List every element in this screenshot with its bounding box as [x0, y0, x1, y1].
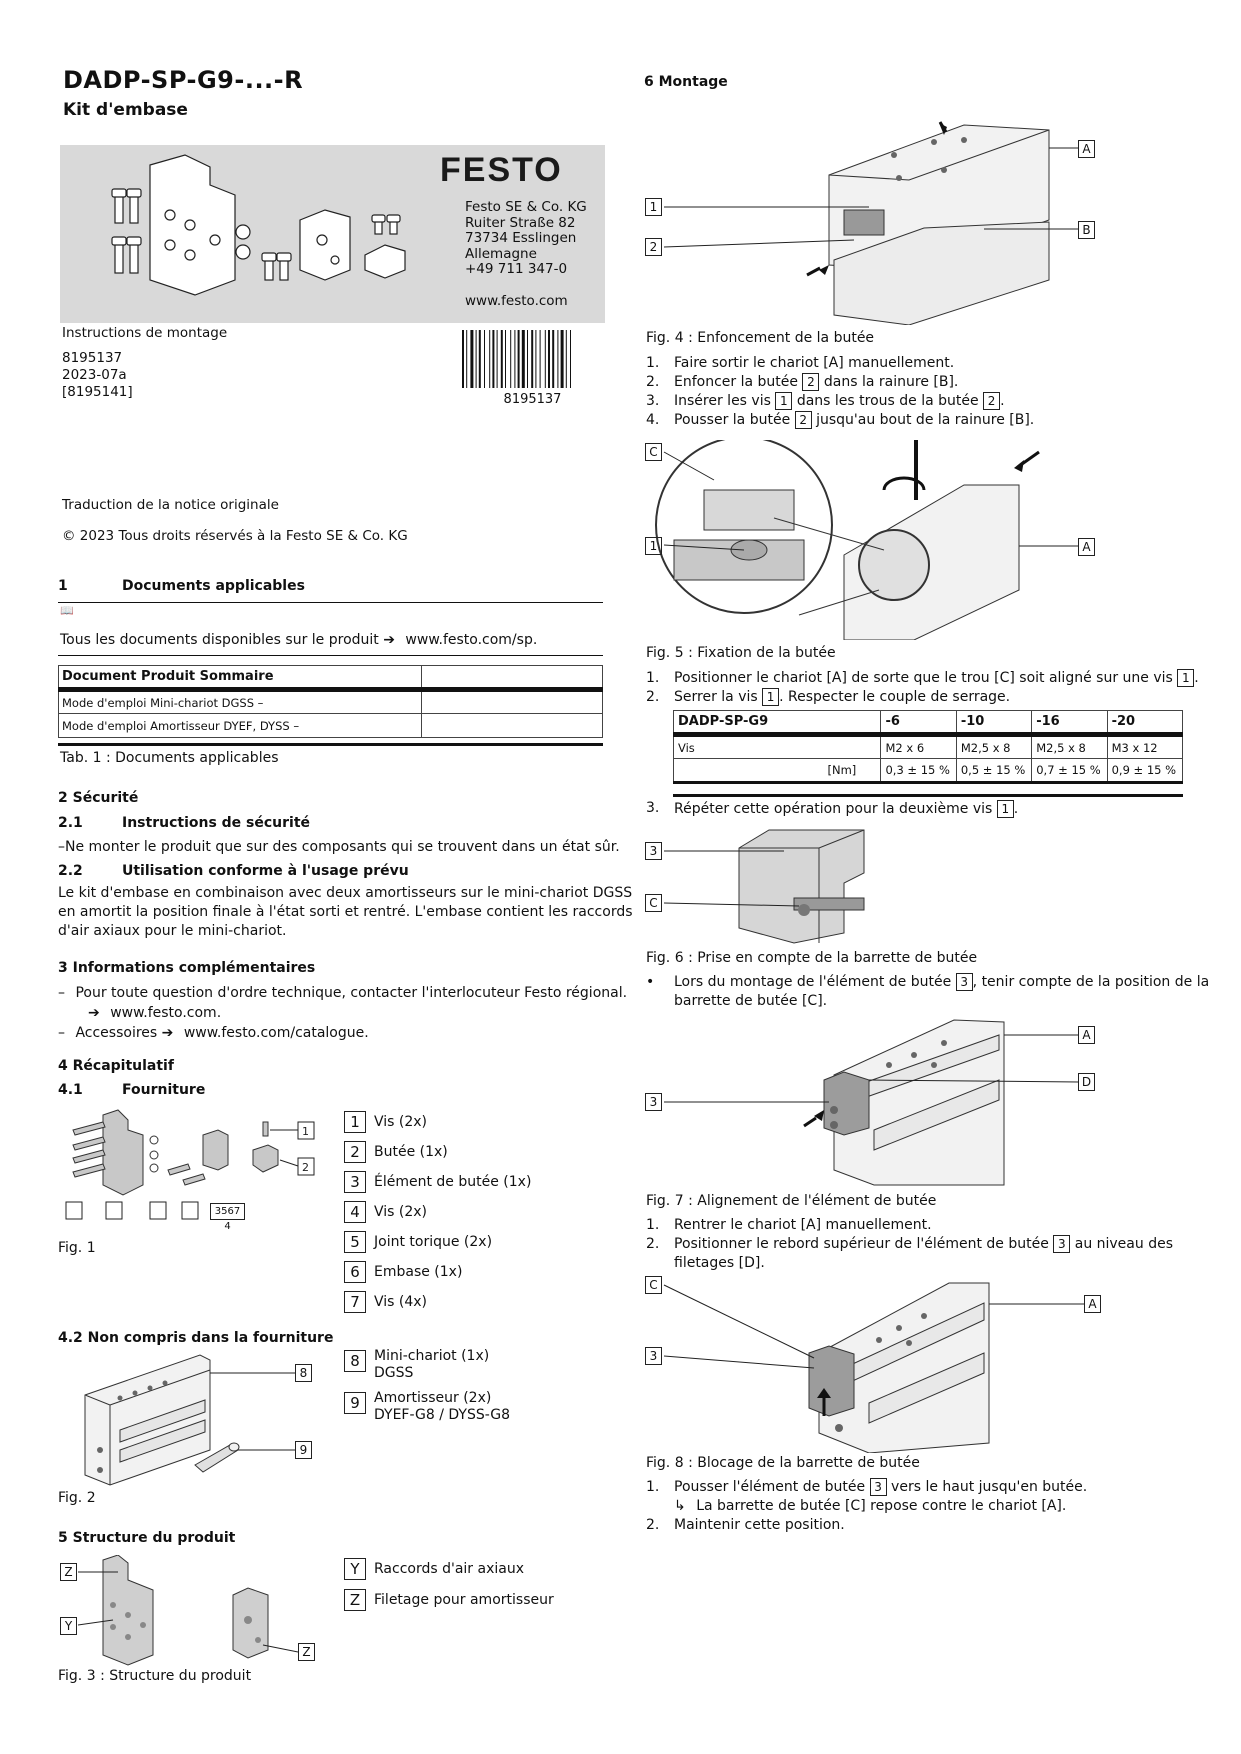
step-number: 1. — [646, 1217, 660, 1233]
callout-a: A — [1078, 538, 1095, 556]
step-number: 2. — [646, 1236, 660, 1252]
callout-3: 3 — [645, 1093, 662, 1111]
callout-2: 2 — [645, 238, 662, 256]
figure-6-note — [646, 973, 1209, 1011]
figure-8-steps — [646, 1478, 1087, 1535]
step-text: Enfoncer la butée — [674, 374, 798, 390]
step-3 — [646, 800, 1018, 818]
ref-box: 1 — [775, 392, 792, 410]
document-title: DADP-SP-G9-...-R — [63, 66, 304, 94]
divider — [58, 655, 603, 656]
address-line: 73734 Esslingen — [465, 230, 577, 246]
figure-5 — [644, 440, 1114, 640]
divider — [58, 743, 603, 746]
divider — [673, 794, 1183, 797]
barcode-bar — [545, 330, 546, 388]
parts-legend — [344, 1108, 531, 1315]
ref-box: 3 — [956, 973, 973, 991]
barcode-bar — [497, 330, 498, 388]
address-line: Festo SE & Co. KG — [465, 199, 587, 215]
part-number-box: 8 — [344, 1350, 366, 1372]
ref-box: 1 — [1177, 669, 1194, 687]
figure-7-caption: Fig. 7 : Alignement de l'élément de butée — [646, 1193, 937, 1209]
callout-1: 1 — [302, 1125, 309, 1138]
table-cell: [Nm] — [824, 759, 881, 783]
documents-link[interactable]: www.festo.com/sp. — [405, 632, 538, 648]
section-1-number: 1 — [58, 578, 68, 594]
barcode-bar — [479, 330, 481, 388]
doc-meta — [62, 350, 133, 401]
table-cell: 0,5 ± 15 % — [956, 759, 1031, 783]
part-number-box: 4 — [344, 1201, 366, 1223]
table-header: Document Produit Sommaire — [59, 666, 422, 690]
divider — [58, 602, 603, 603]
arrow-icon: ➔ — [383, 632, 395, 648]
barcode-bar — [552, 330, 554, 388]
table-cell: 0,3 ± 15 % — [881, 759, 956, 783]
callout-8: 8 — [295, 1364, 312, 1382]
festo-logo: FESTO — [440, 151, 563, 189]
figure-2 — [80, 1350, 330, 1490]
catalogue-link[interactable]: www.festo.com/catalogue. — [183, 1025, 369, 1041]
figure-3-caption: Fig. 3 : Structure du produit — [58, 1668, 252, 1684]
barcode-bar — [531, 330, 533, 388]
figure-8-caption: Fig. 8 : Blocage de la barrette de butée — [646, 1455, 920, 1471]
part-number: 8195137 — [62, 350, 123, 366]
safety-text: –Ne monter le produit que sur des composants qui se trouvent dans un état sûr. — [58, 839, 620, 855]
step-number: 2. — [646, 1517, 660, 1533]
accessories-drawing — [80, 1350, 330, 1490]
address-line: Ruiter Straße 82 — [465, 214, 576, 231]
intended-use-text — [58, 884, 633, 941]
step-number: 1. — [646, 1479, 660, 1495]
table-cell: M2 x 6 — [881, 735, 956, 759]
step-text: Rentrer le chariot [A] manuellement. — [674, 1217, 932, 1233]
table-header: -16 — [1032, 711, 1107, 735]
section-4-title: 4 Récapitulatif — [58, 1058, 174, 1074]
step-text: Pousser l'élément de butée — [674, 1479, 866, 1495]
barcode-bar — [484, 330, 485, 388]
document-subtitle: Kit d'embase — [63, 100, 188, 120]
ref-box: 1 — [762, 688, 779, 706]
barcode — [460, 330, 605, 407]
step-text: . — [1000, 393, 1005, 409]
part-label: Filetage pour amortisseur — [374, 1591, 554, 1608]
ref-box: 2 — [795, 411, 812, 429]
documents-table — [58, 665, 603, 738]
callout-z: Z — [60, 1563, 77, 1581]
section-3-list: – Pour toute question d'ordre technique, contacter l'interlocuteur Festo régional. ➔ www.festo.com. – Accessoires ➔ www.festo.com/catalogue. — [58, 985, 628, 1041]
barcode-bar — [462, 330, 464, 388]
torque-table — [673, 710, 1183, 784]
block-stop-bar-drawing — [644, 1268, 1114, 1453]
list-item: Pour toute question d'ordre technique, contacter l'interlocuteur Festo régional. — [75, 985, 628, 1001]
callout-z: Z — [298, 1643, 315, 1661]
ref-box: 2 — [983, 392, 1000, 410]
callout-c: C — [645, 1276, 662, 1294]
figure-4-caption: Fig. 4 : Enfoncement de la butée — [646, 330, 875, 346]
callout-a: A — [1084, 1295, 1101, 1313]
callout-1: 1 — [645, 198, 662, 216]
callout-b: B — [1078, 221, 1095, 239]
figure-5-caption: Fig. 5 : Fixation de la butée — [646, 645, 836, 661]
section-2-1-title: Instructions de sécurité — [122, 815, 311, 831]
step-text: Maintenir cette position. — [674, 1517, 845, 1533]
part-label: Vis (4x) — [374, 1293, 428, 1310]
list-item: Accessoires — [75, 1025, 158, 1041]
step-text: . Respecter le couple de serrage. — [779, 689, 1011, 705]
table-cell: M3 x 12 — [1107, 735, 1182, 759]
step-text: Répéter cette opération pour la deuxième vis — [674, 801, 993, 817]
figure-6 — [644, 828, 894, 948]
callout-1: 1 — [645, 537, 662, 555]
table-cell: M2,5 x 8 — [1032, 735, 1107, 759]
figure-2-caption: Fig. 2 — [58, 1490, 96, 1506]
note-text: barrette de butée [C]. — [674, 993, 828, 1009]
table-cell: Vis — [674, 735, 881, 759]
align-stop-element-drawing — [644, 1010, 1114, 1190]
barcode-bar — [470, 330, 473, 388]
ref-box: 3 — [870, 1478, 887, 1496]
part-label: Joint torique (2x) — [374, 1233, 493, 1250]
copyright: © 2023 Tous droits réservés à la Festo SE & Co. KG — [62, 528, 408, 544]
part-label: Élément de butée (1x) — [374, 1173, 532, 1190]
table-cell: M2,5 x 8 — [956, 735, 1031, 759]
figure-1-caption: Fig. 1 — [58, 1240, 96, 1256]
table-header-empty — [422, 666, 603, 690]
step-text: Insérer les vis — [674, 393, 771, 409]
festo-link[interactable]: www.festo.com. — [110, 1005, 222, 1021]
table-header: DADP-SP-G9 — [674, 711, 881, 735]
part-number-box: 2 — [344, 1141, 366, 1163]
figure-7 — [644, 1010, 1114, 1190]
step-text: . — [1013, 801, 1019, 817]
section-2-2-number: 2.2 — [58, 863, 83, 879]
section-4-1-number: 4.1 — [58, 1082, 83, 1098]
step-text: Positionner le rebord supérieur de l'élément de butée — [674, 1236, 1049, 1252]
part-label: Mini-chariot (1x) — [374, 1348, 490, 1364]
barcode-bar — [505, 330, 506, 388]
ref-box: 3 — [1053, 1235, 1070, 1253]
table-header: -20 — [1107, 711, 1182, 735]
company-website: www.festo.com — [465, 293, 568, 309]
part-label: Butée (1x) — [374, 1143, 448, 1160]
part-number-box: 6 — [344, 1261, 366, 1283]
text-line: Le kit d'embase en combinaison avec deux amortisseurs sur le mini-chariot DGSS — [58, 885, 633, 901]
callout-2: 2 — [302, 1161, 309, 1174]
part-letter-box: Z — [344, 1589, 366, 1611]
section-1-text — [60, 632, 537, 648]
table-cell: 0,9 ± 15 % — [1107, 759, 1182, 783]
table-header: -10 — [956, 711, 1031, 735]
table-header: -6 — [881, 711, 956, 735]
insert-stop-drawing — [644, 110, 1114, 325]
step-number: 1. — [646, 670, 660, 686]
address-line: +49 711 347-0 — [465, 261, 568, 277]
company-address — [465, 200, 587, 278]
section-5-title: 5 Structure du produit — [58, 1530, 236, 1546]
section-6-title: 6 Montage — [644, 74, 728, 90]
part-number-box: 5 — [344, 1231, 366, 1253]
ref-box: 1 — [997, 800, 1014, 818]
part-number-box: 3 — [344, 1171, 366, 1193]
barcode-bar — [492, 330, 494, 388]
step-text: filetages [D]. — [674, 1255, 765, 1271]
barcode-bar — [535, 330, 536, 388]
cover-image — [60, 145, 605, 323]
text-line: en amortit la position finale à l'état sorti et rentré. L'embase contient les raccords — [58, 904, 633, 920]
figure-7-steps — [646, 1216, 1173, 1273]
doc-type: Instructions de montage — [62, 325, 228, 341]
barcode-bar — [489, 330, 490, 388]
result-text: La barrette de butée [C] repose contre le chariot [A]. — [696, 1498, 1067, 1514]
bullet: • — [646, 974, 655, 990]
barcode-bar — [518, 330, 520, 388]
figure-6-caption: Fig. 6 : Prise en compte de la barrette de butée — [646, 950, 978, 966]
callout-3: 3 — [645, 1347, 662, 1365]
step-text: vers le haut jusqu'en butée. — [891, 1479, 1088, 1495]
step-text: . — [1194, 670, 1199, 686]
callout-a: A — [1078, 140, 1095, 158]
scope-of-delivery-drawing — [58, 1100, 328, 1235]
callout-9: 9 — [295, 1441, 312, 1459]
table-cell: 0,7 ± 15 % — [1032, 759, 1107, 783]
step-number: 3. — [646, 800, 660, 816]
callout-a: A — [1078, 1026, 1095, 1044]
table-cell-empty — [422, 690, 603, 714]
barcode-bar — [476, 330, 477, 388]
barcode-bar — [561, 330, 564, 388]
step-text: Positionner le chariot [A] de sorte que le trou [C] soit aligné sur une vis — [674, 670, 1173, 686]
step-number: 2. — [646, 374, 660, 390]
step-text: Faire sortir le chariot [A] manuellement. — [674, 355, 955, 371]
step-text: jusqu'au bout de la rainure [B]. — [816, 412, 1035, 428]
barcode-number: 8195137 — [503, 392, 562, 407]
part-label: Vis (2x) — [374, 1203, 428, 1220]
table-row: Mode d'emploi Mini-chariot DGSS – — [59, 690, 422, 714]
callout-c: C — [645, 894, 662, 912]
step-text: dans les trous de la butée — [796, 393, 979, 409]
step-text: dans la rainure [B]. — [823, 374, 959, 390]
figure-5-steps — [646, 669, 1199, 707]
table-caption: Tab. 1 : Documents applicables — [60, 750, 279, 766]
step-text: au niveau des — [1074, 1236, 1173, 1252]
section-2-1-number: 2.1 — [58, 815, 83, 831]
part-label: Raccords d'air axiaux — [374, 1560, 525, 1577]
barcode-bar — [570, 330, 571, 388]
structure-legend — [344, 1555, 554, 1613]
callout-c: C — [645, 443, 662, 461]
part-number-box: 1 — [344, 1111, 366, 1133]
step-number: 3. — [646, 393, 660, 409]
callout-d: D — [1078, 1073, 1095, 1091]
step-number: 4. — [646, 412, 660, 428]
figure-4-steps — [646, 354, 1034, 430]
result-arrow-icon: ↳ — [674, 1498, 686, 1514]
part-label: Vis (2x) — [374, 1113, 428, 1130]
translation-note: Traduction de la notice originale — [62, 497, 279, 513]
step-number: 1. — [646, 355, 660, 371]
section-1-title: Documents applicables — [122, 578, 305, 594]
table-cell-empty — [422, 714, 603, 738]
section-2-2-title: Utilisation conforme à l'usage prévu — [122, 863, 409, 879]
address-line: Allemagne — [465, 245, 537, 262]
barcode-bar — [540, 330, 541, 388]
callout-3-7: 3567 4 — [210, 1203, 245, 1220]
book-icon: 📖 — [60, 604, 74, 617]
barcode-bar — [566, 330, 567, 388]
barcode-bar — [466, 330, 467, 388]
barcode-bar — [522, 330, 525, 388]
step-text: Serrer la vis — [674, 689, 758, 705]
section-4-1-title: Fourniture — [122, 1082, 206, 1098]
text-line: d'air axiaux pour le mini-chariot. — [58, 923, 287, 939]
documents-text: Tous les documents disponibles sur le produit — [60, 632, 379, 648]
stop-bar-drawing — [644, 828, 894, 948]
part-label: Amortisseur (2x) — [374, 1390, 492, 1406]
figure-4 — [644, 110, 1114, 325]
ref-box: 2 — [802, 373, 819, 391]
part-label: Embase (1x) — [374, 1263, 463, 1280]
barcode-graphic — [460, 330, 605, 400]
note-text: Lors du montage de l'élément de butée — [674, 974, 952, 990]
part-letter-box: Y — [344, 1558, 366, 1580]
barcode-bar — [514, 330, 515, 388]
barcode-bar — [501, 330, 503, 388]
barcode-bar — [527, 330, 528, 388]
fix-stop-drawing — [644, 440, 1114, 640]
non-supplied-legend — [344, 1348, 510, 1424]
table-cell-empty — [674, 759, 824, 783]
callout-y: Y — [60, 1617, 77, 1635]
step-number: 2. — [646, 689, 660, 705]
part-label-detail: DYEF-G8 / DYSS-G8 — [374, 1407, 511, 1423]
part-number-box: 9 — [344, 1392, 366, 1414]
version: 2023-07a — [62, 367, 127, 383]
barcode-bar — [548, 330, 550, 388]
barcode-bar — [510, 330, 511, 388]
section-3-title: 3 Informations complémentaires — [58, 960, 316, 976]
table-row: Mode d'emploi Amortisseur DYEF, DYSS – — [59, 714, 422, 738]
part-label-detail: DGSS — [374, 1365, 414, 1381]
section-4-2-title: 4.2 Non compris dans la fourniture — [58, 1330, 334, 1346]
note-text: , tenir compte de la position de la — [972, 974, 1210, 990]
callout-3: 3 — [645, 842, 662, 860]
section-2-title: 2 Sécurité — [58, 790, 139, 806]
step-text: Pousser la butée — [674, 412, 791, 428]
figure-8 — [644, 1268, 1114, 1453]
reference: [8195141] — [62, 384, 133, 400]
barcode-bar — [557, 330, 558, 388]
part-number-box: 7 — [344, 1291, 366, 1313]
figure-1 — [58, 1100, 328, 1235]
figure-3 — [58, 1555, 348, 1670]
